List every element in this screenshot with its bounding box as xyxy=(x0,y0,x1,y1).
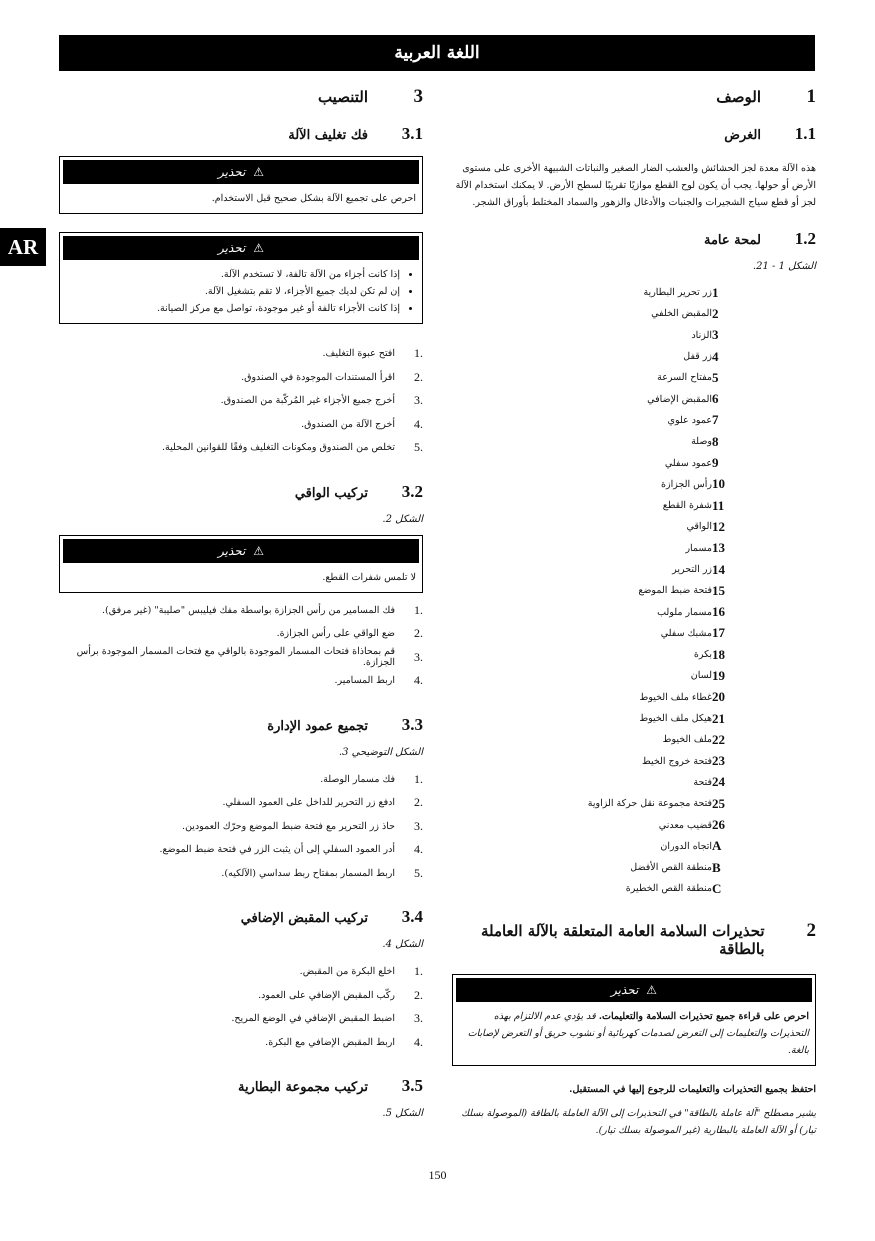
step-number: 1. xyxy=(414,771,423,786)
part-row xyxy=(452,729,816,750)
part-number: 2 xyxy=(712,305,719,321)
part-row xyxy=(452,282,816,303)
section-1-2-heading xyxy=(452,229,816,249)
warning-box-blades xyxy=(59,535,423,593)
step-item xyxy=(59,791,423,815)
section-title: تركيب المقبض الإضافي xyxy=(240,911,368,926)
part-row xyxy=(452,814,816,835)
part-row xyxy=(452,580,816,601)
step-item xyxy=(59,862,423,886)
part-number: 16 xyxy=(712,604,725,620)
part-name: مسمار xyxy=(685,542,712,554)
part-number: 3 xyxy=(712,327,719,343)
part-row xyxy=(452,708,816,729)
step-text: ضع الواقي على رأس الجزازة. xyxy=(276,628,395,640)
part-name: فتحة xyxy=(693,776,712,788)
part-row xyxy=(452,687,816,708)
safety-warning-box xyxy=(452,974,816,1066)
warning-label: تحذير xyxy=(218,165,246,179)
section-3-3-heading xyxy=(59,715,423,735)
term-definition: يشير مصطلح "آلة عاملة بالطاقة" في التحذيرات إلى الآلة العاملة بالطاقة (الموصولة بسلك تيار) أو الآلة العاملة بالبطارية (غير الموصولة بسلك تيار). xyxy=(461,1107,816,1136)
warning-body: احرص على تجميع الآلة بشكل صحيح قبل الاستخدام. xyxy=(211,193,416,204)
part-row xyxy=(452,559,816,580)
part-name: ملف الخيوط xyxy=(662,734,712,746)
part-number: 5 xyxy=(712,369,719,385)
step-text: اربط المسمار بمفتاح ربط سداسي (الآلكيه). xyxy=(221,867,395,879)
section-3-5-heading xyxy=(59,1076,423,1096)
step-number: 5. xyxy=(414,865,423,880)
section-3-2-heading xyxy=(59,482,423,502)
step-item xyxy=(59,342,423,366)
warning-box-assembly xyxy=(59,156,423,214)
part-number: 18 xyxy=(712,646,725,662)
part-number: 25 xyxy=(712,795,725,811)
step-item xyxy=(59,838,423,862)
part-number: 12 xyxy=(712,518,725,534)
part-name: الواقي xyxy=(686,521,712,533)
warning-label: تحذير xyxy=(218,241,246,255)
section-number: 3.2 xyxy=(401,481,423,501)
section-3-4-heading xyxy=(59,907,423,927)
warning-label: تحذير xyxy=(218,543,246,558)
part-name: بكرة xyxy=(693,649,712,661)
part-number: A xyxy=(712,838,722,854)
step-number: 4. xyxy=(414,673,423,688)
step-number: 2. xyxy=(414,987,423,1002)
part-number: 11 xyxy=(712,497,725,513)
part-row xyxy=(452,538,816,559)
part-number: 15 xyxy=(712,582,725,598)
warning-list-item: • إن لم تكن لديك جميع الأجزاء، لا تقم بتشغيل الآلة. xyxy=(66,283,400,300)
part-row xyxy=(452,836,816,857)
step-item xyxy=(59,815,423,839)
step-text: تخلص من الصندوق ومكونات التغليف وفقًا للقوانين المحلية. xyxy=(162,442,395,454)
warning-bold-text: احرص على قراءة جميع تحذيرات السلامة والتعليمات. xyxy=(598,1010,809,1022)
part-number: 20 xyxy=(712,689,725,705)
step-item xyxy=(59,984,423,1008)
warning-header xyxy=(63,539,419,563)
section-2-heading xyxy=(452,920,816,958)
step-number: 4. xyxy=(414,416,423,431)
part-name: مسمار ملولب xyxy=(657,606,712,618)
part-row xyxy=(452,793,816,814)
part-row xyxy=(452,857,816,878)
part-number: 14 xyxy=(712,561,725,577)
part-number: 1 xyxy=(712,284,719,300)
section-number: 1.2 xyxy=(794,229,816,248)
part-number: 17 xyxy=(712,625,725,641)
step-item xyxy=(59,960,423,984)
part-name: منطقة القص الخطيرة xyxy=(625,883,712,895)
section-number: 2 xyxy=(806,919,816,941)
page-number: 150 xyxy=(428,1168,447,1182)
step-text: اقرأ المستندات الموجودة في الصندوق. xyxy=(241,371,395,383)
step-item xyxy=(59,1007,423,1031)
step-text: ادفع زر التحرير للداخل على العمود السفلي. xyxy=(222,797,395,809)
part-number: 21 xyxy=(712,710,725,726)
section-3-heading xyxy=(59,86,423,108)
step-text: اضبط المقبض الإضافي في الوضع المريح. xyxy=(231,1013,395,1025)
part-name: فتحة مجموعة نقل حركة الزاوية xyxy=(587,798,712,810)
figure-reference: الشكل 4. xyxy=(382,939,423,950)
warning-triangle-icon: ⚠ xyxy=(253,543,264,558)
section-3-1-heading xyxy=(59,124,423,144)
section-number: 1 xyxy=(806,86,816,107)
step-text: اربط المسامير. xyxy=(334,675,395,687)
step-number: 2. xyxy=(414,369,423,384)
shaft-steps xyxy=(59,768,423,886)
figure-reference: الشكل التوضيحي 3. xyxy=(338,746,423,758)
section-title: التنصيب xyxy=(317,88,368,106)
part-row xyxy=(452,452,816,473)
left-column xyxy=(59,86,423,1129)
part-row xyxy=(452,516,816,537)
step-item xyxy=(59,599,423,623)
section-title: فك تغليف الآلة xyxy=(288,128,368,143)
step-text: حاذ زر التحرير مع فتحة ضبط الموضع وحرّك العمودين. xyxy=(182,820,395,832)
warning-box-damaged-parts xyxy=(59,232,423,324)
part-name: زر تحرير البطارية xyxy=(643,287,712,299)
part-row xyxy=(452,772,816,793)
part-row xyxy=(452,410,816,431)
part-number: B xyxy=(712,859,721,875)
section-title: الغرض xyxy=(724,128,761,143)
step-number: 4. xyxy=(414,842,423,857)
step-number: 5. xyxy=(414,440,423,455)
section-number: 3.4 xyxy=(401,907,423,926)
part-name: شفرة القطع xyxy=(662,500,712,512)
section-number: 3.5 xyxy=(401,1076,423,1095)
step-number: 2. xyxy=(414,626,423,641)
part-number: 8 xyxy=(712,433,719,449)
step-text: فك مسمار الوصلة. xyxy=(320,773,395,785)
step-text: اخلع البكرة من المقبض. xyxy=(299,966,395,978)
warning-body xyxy=(60,260,422,323)
step-item xyxy=(59,389,423,413)
step-text: فك المسامير من رأس الجزازة بواسطة مفك فيليبس "صليبة" (غير مرفق). xyxy=(101,604,395,616)
part-number: 4 xyxy=(712,348,719,364)
step-text: أخرج جميع الأجزاء غير المُركّبة من الصندوق. xyxy=(220,395,395,407)
handle-steps xyxy=(59,960,423,1054)
part-name: زر قفل xyxy=(683,351,712,363)
warning-header xyxy=(63,236,419,260)
part-number: 23 xyxy=(712,753,725,769)
step-number: 1. xyxy=(414,602,423,617)
parts-list xyxy=(452,282,816,900)
warning-triangle-icon: ⚠ xyxy=(253,241,264,255)
section-number: 3 xyxy=(413,86,423,107)
part-name: رأس الجزازة xyxy=(661,478,712,490)
section-title: الوصف xyxy=(716,88,761,106)
step-item xyxy=(59,768,423,792)
part-name: هيكل ملف الخيوط xyxy=(639,713,712,725)
part-number: 24 xyxy=(712,774,725,790)
keep-instructions: احتفظ بجميع التحذيرات والتعليمات للرجوع إليها في المستقبل. xyxy=(569,1083,816,1095)
part-name: لسان xyxy=(690,670,712,682)
step-text: ركّب المقبض الإضافي على العمود. xyxy=(258,989,395,1001)
figure-reference: الشكل 1 - 21. xyxy=(752,261,816,272)
part-row xyxy=(452,367,816,388)
section-title: تحذيرات السلامة العامة المتعلقة بالآلة العاملة بالطاقة xyxy=(480,921,765,958)
part-row xyxy=(452,325,816,346)
part-row xyxy=(452,601,816,622)
step-item xyxy=(59,436,423,460)
part-row xyxy=(452,431,816,452)
section-number: 3.3 xyxy=(401,714,423,734)
step-number: 3. xyxy=(414,649,423,664)
part-name: عمود سفلي xyxy=(664,457,712,469)
unpacking-steps xyxy=(59,342,423,460)
part-name: زر التحرير xyxy=(672,564,712,575)
part-name: منطقة القص الأفضل xyxy=(630,862,712,874)
part-number: 26 xyxy=(712,817,725,833)
part-number: 9 xyxy=(712,455,719,471)
part-number: C xyxy=(712,880,722,896)
warning-list-item: • إذا كانت أجزاء من الآلة تالفة، لا تستخدم الآلة. xyxy=(66,266,400,283)
part-row xyxy=(452,751,816,772)
section-title: تركيب الواقي xyxy=(294,485,368,501)
part-number: 13 xyxy=(712,540,725,556)
part-name: فتحة ضبط الموضع xyxy=(638,585,712,597)
step-number: 2. xyxy=(414,795,423,810)
part-name: وصلة xyxy=(691,436,712,448)
part-number: 10 xyxy=(712,476,725,492)
part-number: 19 xyxy=(712,667,725,683)
step-number: 4. xyxy=(414,1034,423,1049)
warning-label: تحذير xyxy=(611,982,639,997)
step-text: أدر العمود السفلي إلى أن يثبت الزر في فتحة ضبط الموضع. xyxy=(159,844,395,856)
step-item xyxy=(59,1031,423,1055)
step-item xyxy=(59,366,423,390)
warning-header xyxy=(63,160,419,184)
step-number: 1. xyxy=(414,964,423,979)
step-number: 3. xyxy=(414,393,423,408)
guard-steps xyxy=(59,599,423,693)
language-banner: اللغة العربية xyxy=(59,35,815,71)
part-row xyxy=(452,495,816,516)
part-name: الزناد xyxy=(691,329,712,341)
part-name: غطاء ملف الخيوط xyxy=(639,691,712,703)
warning-header xyxy=(456,978,812,1002)
part-row xyxy=(452,665,816,686)
figure-reference: الشكل 5. xyxy=(382,1108,423,1119)
step-item xyxy=(59,413,423,437)
part-name: اتجاه الدوران xyxy=(660,840,712,852)
part-number: 7 xyxy=(712,412,719,428)
part-name: قضيب معدني xyxy=(658,819,712,831)
right-column xyxy=(452,86,816,1139)
warning-italic-text: قد يؤدي عدم الالتزام بهذه التحذيرات والتعليمات إلى التعرض لصدمات كهربائية أو نشوب حريق أو التعرض لإصابات بالغة. xyxy=(467,1010,809,1056)
step-text: اربط المقبض الإضافي مع البكرة. xyxy=(265,1036,395,1048)
warning-triangle-icon: ⚠ xyxy=(253,165,264,179)
warning-body xyxy=(453,1002,815,1065)
step-text: قم بمحاذاة فتحات المسمار الموجودة بالواقي مع فتحات المسمار الموجودة برأس الجزازة. xyxy=(76,646,395,669)
section-1-heading xyxy=(452,86,816,108)
part-name: عمود علوي xyxy=(667,414,712,426)
warning-triangle-icon: ⚠ xyxy=(646,982,657,997)
part-row xyxy=(452,474,816,495)
part-name: مفتاح السرعة xyxy=(657,372,712,384)
purpose-paragraph: هذه الآلة معدة لجز الحشائش والعشب الضار الصغير والنباتات الشبيهة الأخرى على مستوى الأرض أو حولها. يجب أن يكون لوح القطع موازيًا تقريبًا لسطح الأرض. لا يمكنك استخدام الآلة لجز أو قطع سياج الشجيرات والجنبات والأدغال والزهور والسماد المختلط بأوراق الشجر. xyxy=(455,163,816,208)
part-row xyxy=(452,623,816,644)
section-1-1-heading xyxy=(452,124,816,144)
step-item xyxy=(59,646,423,670)
language-tab: AR xyxy=(0,228,46,266)
warning-body: لا تلمس شفرات القطع. xyxy=(322,571,416,583)
section-title: تجميع عمود الإدارة xyxy=(267,718,368,734)
part-row xyxy=(452,303,816,324)
part-name: المقبض الإضافي xyxy=(647,393,712,405)
part-row xyxy=(452,644,816,665)
step-number: 3. xyxy=(414,818,423,833)
section-title: لمحة عامة xyxy=(703,233,761,248)
step-number: 1. xyxy=(414,346,423,361)
step-item xyxy=(59,669,423,693)
warning-list xyxy=(66,266,416,317)
part-row xyxy=(452,388,816,409)
part-name: مشبك سفلي xyxy=(660,627,712,639)
part-name: فتحة خروج الخيط xyxy=(641,755,712,767)
section-title: تركيب مجموعة البطارية xyxy=(237,1080,368,1095)
section-number: 1.1 xyxy=(794,124,816,143)
step-item xyxy=(59,622,423,646)
part-number: 22 xyxy=(712,731,725,747)
warning-list-item: • إذا كانت الأجزاء تالفة أو غير موجودة، تواصل مع مركز الصيانة. xyxy=(66,300,400,317)
step-number: 3. xyxy=(414,1011,423,1026)
part-row xyxy=(452,346,816,367)
part-number: 6 xyxy=(712,391,719,407)
section-number: 3.1 xyxy=(401,124,423,143)
step-text: افتح عبوة التغليف. xyxy=(322,348,395,360)
figure-reference: الشكل 2. xyxy=(382,513,423,525)
part-name: المقبض الخلفي xyxy=(651,308,712,320)
step-text: أخرج الآلة من الصندوق. xyxy=(301,418,395,430)
part-row xyxy=(452,878,816,899)
